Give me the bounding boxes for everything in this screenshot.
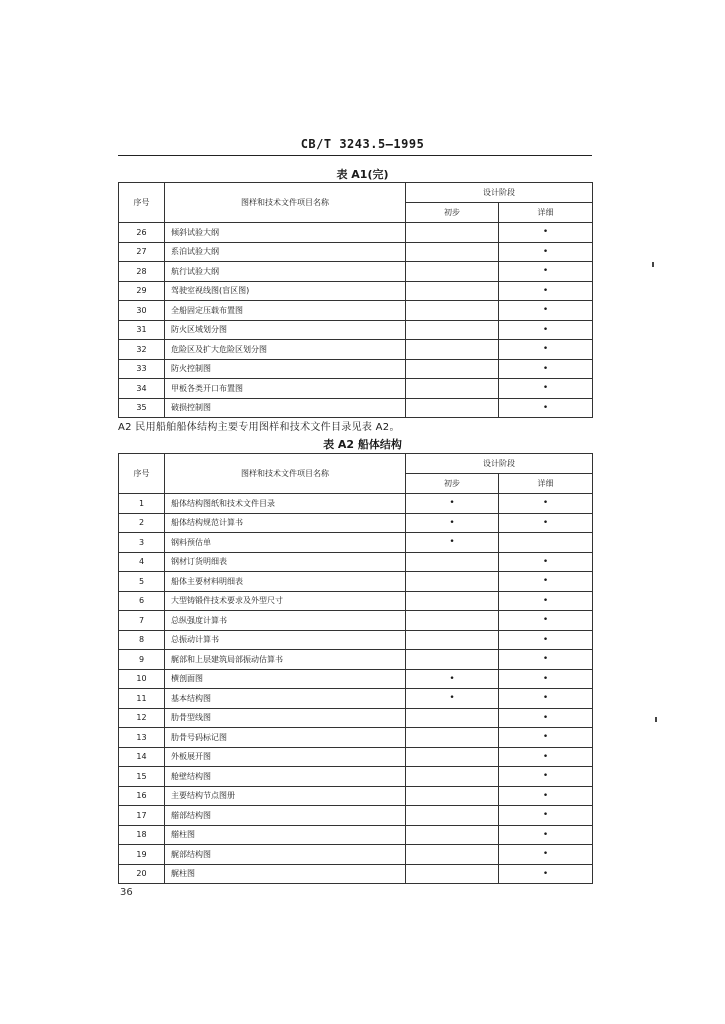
item-number: 33	[119, 359, 165, 379]
detail-mark: •	[499, 806, 593, 826]
item-name: 横剖面图	[165, 669, 406, 689]
table-a1	[118, 182, 593, 418]
prelim-mark: •	[406, 513, 499, 533]
prelim-mark	[406, 591, 499, 611]
col-header-no: 序号	[119, 183, 165, 223]
prelim-mark	[406, 611, 499, 631]
table-row	[119, 728, 593, 748]
item-name: 艏柱图	[165, 825, 406, 845]
table-a2	[118, 453, 593, 884]
prelim-mark	[406, 767, 499, 787]
prelim-mark: •	[406, 533, 499, 553]
detail-mark: •	[499, 767, 593, 787]
prelim-mark	[406, 650, 499, 670]
item-number: 29	[119, 281, 165, 301]
detail-mark	[499, 533, 593, 553]
table-row	[119, 845, 593, 865]
prelim-mark	[406, 708, 499, 728]
item-name: 舱壁结构图	[165, 767, 406, 787]
item-name: 船体结构图纸和技术文件目录	[165, 494, 406, 514]
prelim-mark	[406, 281, 499, 301]
prelim-mark: •	[406, 669, 499, 689]
col-header-name: 图样和技术文件项目名称	[165, 183, 406, 223]
detail-mark: •	[499, 611, 593, 631]
item-number: 35	[119, 398, 165, 418]
item-number: 3	[119, 533, 165, 553]
item-number: 5	[119, 572, 165, 592]
detail-mark: •	[499, 301, 593, 321]
item-name: 系泊试验大纲	[165, 242, 406, 262]
item-name: 肋骨号码标记图	[165, 728, 406, 748]
prelim-mark	[406, 359, 499, 379]
prelim-mark	[406, 340, 499, 360]
detail-mark: •	[499, 552, 593, 572]
detail-mark: •	[499, 669, 593, 689]
table-row	[119, 494, 593, 514]
table-row	[119, 242, 593, 262]
item-number: 28	[119, 262, 165, 282]
detail-mark: •	[499, 242, 593, 262]
table-row	[119, 864, 593, 884]
header-rule	[118, 155, 592, 156]
note-a2: A2 民用船舶船体结构主要专用图样和技术文件目录见表 A2。	[118, 422, 400, 433]
item-name: 防火区域划分图	[165, 320, 406, 340]
prelim-mark	[406, 728, 499, 748]
item-number: 6	[119, 591, 165, 611]
table-row	[119, 262, 593, 282]
scan-speck	[655, 717, 657, 722]
item-number: 9	[119, 650, 165, 670]
item-name: 总纵强度计算书	[165, 611, 406, 631]
detail-mark: •	[499, 513, 593, 533]
prelim-mark	[406, 572, 499, 592]
detail-mark: •	[499, 359, 593, 379]
table-row	[119, 767, 593, 787]
table-row	[119, 591, 593, 611]
prelim-mark	[406, 825, 499, 845]
item-name: 主要结构节点图册	[165, 786, 406, 806]
item-name: 船体主要材料明细表	[165, 572, 406, 592]
item-name: 破损控制图	[165, 398, 406, 418]
table-row	[119, 669, 593, 689]
item-number: 13	[119, 728, 165, 748]
detail-mark: •	[499, 223, 593, 243]
table-row	[119, 281, 593, 301]
item-number: 11	[119, 689, 165, 709]
table-row	[119, 689, 593, 709]
prelim-mark: •	[406, 494, 499, 514]
table-a2-title: 表 A2 船体结构	[323, 438, 402, 451]
prelim-mark	[406, 864, 499, 884]
item-number: 10	[119, 669, 165, 689]
detail-mark: •	[499, 262, 593, 282]
item-number: 26	[119, 223, 165, 243]
standard-code: CB/T 3243.5—1995	[300, 137, 425, 151]
scan-speck	[652, 262, 654, 267]
col-header-prelim: 初步	[406, 203, 499, 223]
item-number: 18	[119, 825, 165, 845]
table-row	[119, 572, 593, 592]
detail-mark: •	[499, 398, 593, 418]
item-name: 肋骨型线图	[165, 708, 406, 728]
item-number: 16	[119, 786, 165, 806]
prelim-mark	[406, 630, 499, 650]
table-row	[119, 747, 593, 767]
item-number: 34	[119, 379, 165, 399]
prelim-mark	[406, 242, 499, 262]
item-number: 20	[119, 864, 165, 884]
prelim-mark: •	[406, 689, 499, 709]
item-name: 驾驶室视线图(盲区图)	[165, 281, 406, 301]
item-name: 危险区及扩大危险区划分图	[165, 340, 406, 360]
item-number: 8	[119, 630, 165, 650]
detail-mark: •	[499, 728, 593, 748]
prelim-mark	[406, 747, 499, 767]
item-number: 32	[119, 340, 165, 360]
detail-mark: •	[499, 825, 593, 845]
detail-mark: •	[499, 845, 593, 865]
table-row	[119, 533, 593, 553]
table-row	[119, 611, 593, 631]
item-name: 大型铸锻件技术要求及外型尺寸	[165, 591, 406, 611]
item-name: 总振动计算书	[165, 630, 406, 650]
detail-mark: •	[499, 650, 593, 670]
table-row	[119, 650, 593, 670]
prelim-mark	[406, 301, 499, 321]
item-name: 艉部和上层建筑局部振动估算书	[165, 650, 406, 670]
detail-mark: •	[499, 747, 593, 767]
table-row	[119, 359, 593, 379]
item-number: 30	[119, 301, 165, 321]
table-row	[119, 320, 593, 340]
page-number: 36	[120, 887, 133, 898]
col-header-no: 序号	[119, 454, 165, 494]
detail-mark: •	[499, 689, 593, 709]
item-number: 12	[119, 708, 165, 728]
detail-mark: •	[499, 708, 593, 728]
item-name: 钢料预估单	[165, 533, 406, 553]
item-number: 19	[119, 845, 165, 865]
table-row	[119, 552, 593, 572]
item-name: 全船固定压载布置图	[165, 301, 406, 321]
col-header-detail: 详细	[499, 203, 593, 223]
table-row	[119, 825, 593, 845]
table-row	[119, 708, 593, 728]
table-row	[119, 379, 593, 399]
item-number: 15	[119, 767, 165, 787]
col-header-name: 图样和技术文件项目名称	[165, 454, 406, 494]
item-name: 船体结构规范计算书	[165, 513, 406, 533]
col-header-detail: 详细	[499, 474, 593, 494]
prelim-mark	[406, 262, 499, 282]
item-name: 艉部结构图	[165, 845, 406, 865]
col-header-prelim: 初步	[406, 474, 499, 494]
detail-mark: •	[499, 494, 593, 514]
prelim-mark	[406, 223, 499, 243]
item-number: 27	[119, 242, 165, 262]
item-name: 航行试验大纲	[165, 262, 406, 282]
table-row	[119, 340, 593, 360]
item-name: 倾斜试验大纲	[165, 223, 406, 243]
detail-mark: •	[499, 379, 593, 399]
table-row	[119, 630, 593, 650]
item-name: 钢材订货明细表	[165, 552, 406, 572]
table-row	[119, 806, 593, 826]
detail-mark: •	[499, 630, 593, 650]
prelim-mark	[406, 320, 499, 340]
item-number: 4	[119, 552, 165, 572]
prelim-mark	[406, 845, 499, 865]
table-a1-title: 表 A1(完)	[336, 168, 389, 181]
prelim-mark	[406, 379, 499, 399]
item-name: 外板展开图	[165, 747, 406, 767]
table-row	[119, 398, 593, 418]
item-number: 7	[119, 611, 165, 631]
prelim-mark	[406, 806, 499, 826]
table-row	[119, 301, 593, 321]
prelim-mark	[406, 398, 499, 418]
prelim-mark	[406, 786, 499, 806]
item-name: 甲板各类开口布置图	[165, 379, 406, 399]
detail-mark: •	[499, 572, 593, 592]
prelim-mark	[406, 552, 499, 572]
item-number: 31	[119, 320, 165, 340]
detail-mark: •	[499, 786, 593, 806]
col-header-stage: 设计阶段	[406, 454, 593, 474]
table-row	[119, 223, 593, 243]
detail-mark: •	[499, 320, 593, 340]
item-number: 2	[119, 513, 165, 533]
item-name: 基本结构图	[165, 689, 406, 709]
item-name: 艉柱图	[165, 864, 406, 884]
item-number: 14	[119, 747, 165, 767]
item-number: 17	[119, 806, 165, 826]
col-header-stage: 设计阶段	[406, 183, 593, 203]
item-name: 艏部结构图	[165, 806, 406, 826]
detail-mark: •	[499, 591, 593, 611]
item-name: 防火控制图	[165, 359, 406, 379]
table-row	[119, 513, 593, 533]
table-row	[119, 786, 593, 806]
detail-mark: •	[499, 340, 593, 360]
detail-mark: •	[499, 864, 593, 884]
item-number: 1	[119, 494, 165, 514]
detail-mark: •	[499, 281, 593, 301]
